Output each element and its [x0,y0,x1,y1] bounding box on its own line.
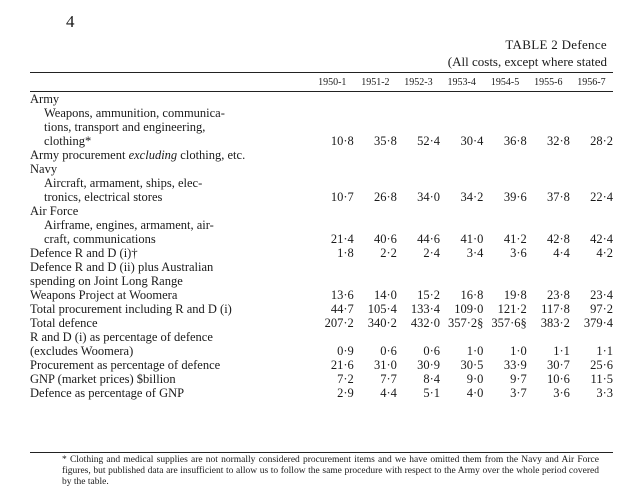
row-label [30,148,311,162]
column-header: 1953-4 [440,75,483,92]
table-cell: 357·6§ [491,316,527,330]
table-cell [483,204,526,218]
table-row [30,106,613,148]
table-cell: 44·6 [417,232,440,246]
table-cell: 1·1 [553,344,570,358]
table-cell: 37·8 [546,190,570,204]
table-cell [397,92,440,107]
row-label-line: tions, transport and engineering, [44,120,206,134]
table-cell [311,92,354,107]
table-row [30,176,613,204]
table-cell: 21·4 [330,232,354,246]
table-cell: 35·8 [373,134,397,148]
table-row [30,148,613,162]
table-cell: 26·8 [373,190,397,204]
table-cell: 1·8 [337,246,354,260]
table-cell [570,148,613,162]
row-label-line: Weapons, ammunition, communica- [44,106,225,120]
table-cell: 10·7 [330,190,354,204]
table-row [30,316,613,330]
table-cell: 3·6 [510,246,527,260]
row-label-line: Airframe, engines, armament, air- [44,218,214,232]
table-cell: 8·4 [423,372,440,386]
row-label [30,176,311,204]
table-cell: 23·4 [590,288,613,302]
row-label-part: clothing, etc. [177,148,246,162]
table-cell [440,204,483,218]
table-cell: 3·4 [466,246,484,260]
table-cell: 105·4 [367,302,397,316]
table-cell: 0·9 [337,344,354,358]
defence-table [30,75,613,400]
table-row [30,218,613,246]
row-label-line: Weapons Project at Woomera [30,288,178,302]
row-label-line: clothing* [44,134,92,148]
table-cell [570,204,613,218]
table-cell: 1·1 [596,344,613,358]
table-cell: 42·4 [590,232,613,246]
table-row [30,386,613,400]
row-label: Defence as percentage of GNP [30,386,185,400]
table-cell: 7·7 [380,372,397,386]
table-cell: 30·7 [546,358,570,372]
table-cell: 22·4 [590,190,613,204]
table-cell: 30·9 [417,358,440,372]
table-cell [311,148,354,162]
table-cell [527,162,570,176]
table-cell: 44·7 [330,302,354,316]
table-cell [397,162,440,176]
table-row [30,92,613,107]
table-cell: 11·5 [590,372,613,386]
table-cell: 117·8 [541,302,570,316]
table-cell [483,148,526,162]
column-header: 1954-5 [483,75,526,92]
row-label: Navy [30,162,58,176]
table-cell: 42·8 [546,232,570,246]
table-cell: 340·2 [367,316,397,330]
table-cell: 2·4 [423,246,440,260]
table-cell: 28·2 [590,134,613,148]
table-cell [354,92,397,107]
row-label [30,260,311,302]
row-label-line: spending on Joint Long Range [30,274,183,288]
table-cell: 4·0 [466,386,484,400]
label-column-header [30,75,311,92]
table-cell [311,162,354,176]
table-cell: 14·0 [373,288,397,302]
table-row [30,260,613,302]
table-row [30,204,613,218]
column-header: 1950-1 [311,75,354,92]
table-cell: 133·4 [410,302,440,316]
table-cell: 25·6 [590,358,613,372]
table-cell [570,92,613,107]
table-cell [527,204,570,218]
table-cell: 9·7 [510,372,527,386]
row-label-line: Aircraft, armament, ships, elec- [44,176,203,190]
table-cell [527,92,570,107]
table-cell: 7·2 [337,372,354,386]
table-subtitle: (All costs, except where stated [447,54,607,69]
table-cell: 31·0 [373,358,397,372]
table-cell: 36·8 [503,134,527,148]
table-cell [354,162,397,176]
table-cell: 30·5 [460,358,484,372]
table-cell: 0·6 [380,344,397,358]
table-row [30,330,613,358]
table-cell: 30·4 [460,134,484,148]
table-cell: 23·8 [546,288,570,302]
table-row [30,302,613,316]
table-cell [527,148,570,162]
row-label [30,218,311,246]
table-cell: 207·2 [324,316,354,330]
table-cell: 4·4 [380,386,397,400]
table-cell [354,148,397,162]
row-label [30,106,311,148]
table-cell [397,204,440,218]
table-cell: 19·8 [503,288,527,302]
table-cell: 16·8 [460,288,484,302]
table-cell: 2·2 [380,246,397,260]
table-cell: 40·6 [373,232,397,246]
table-cell: 1·0 [466,344,484,358]
table-cell: 5·1 [423,386,440,400]
table-cell: 34·2 [460,190,484,204]
table-cell [440,162,483,176]
row-label: Total procurement including R and D (i) [30,302,232,316]
table-cell: 34·0 [417,190,440,204]
footnote-rule [30,452,613,453]
row-label: GNP (market prices) $billion [30,372,176,386]
table-cell [440,148,483,162]
table-cell: 39·6 [503,190,527,204]
row-label: Total defence [30,316,98,330]
table-cell [570,162,613,176]
table-cell: 2·9 [337,386,354,400]
table-body [30,92,613,401]
table-cell: 357·2§ [447,316,484,330]
table-cell: 121·2 [497,302,527,316]
table-cell: 10·8 [330,134,354,148]
column-header: 1955-6 [527,75,570,92]
table-cell: 32·8 [546,134,570,148]
row-label-line: R and D (i) as percentage of defence [30,330,213,344]
table-cell: 3·7 [510,386,527,400]
table-cell: 3·6 [553,386,570,400]
table-cell: 3·3 [596,386,613,400]
top-rule [30,72,613,73]
row-label [30,330,311,358]
table-cell [311,204,354,218]
table-cell: 432·0 [410,316,440,330]
table-cell: 21·6 [330,358,354,372]
table-cell [440,92,483,107]
column-header: 1952-3 [397,75,440,92]
row-label-part: excluding [128,148,178,162]
column-header: 1951-2 [354,75,397,92]
table-cell [483,92,526,107]
table-cell: 97·2 [590,302,613,316]
table-cell: 383·2 [540,316,570,330]
row-label-line: craft, communications [44,232,156,246]
table-cell: 10·6 [546,372,570,386]
row-label-line: (excludes Woomera) [30,344,134,358]
table-cell: 41·2 [503,232,527,246]
table-cell: 4·2 [596,246,613,260]
table-cell: 1·0 [510,344,527,358]
table-row [30,246,613,260]
row-label: Procurement as percentage of defence [30,358,221,372]
table-cell: 13·6 [330,288,354,302]
table-cell: 9·0 [466,372,484,386]
column-header: 1956-7 [570,75,613,92]
row-label-part: Army procurement [30,148,129,162]
table-cell: 15·2 [417,288,440,302]
table-row [30,358,613,372]
row-label-line: Defence R and D (ii) plus Australian [30,260,214,274]
table-cell: 52·4 [417,134,440,148]
table-cell: 33·9 [503,358,527,372]
table-row [30,372,613,386]
table-cell: 109·0 [454,302,484,316]
table-cell: 0·6 [423,344,440,358]
row-label: Air Force [30,204,79,218]
table-cell [483,162,526,176]
row-label: Defence R and D (i)† [30,246,138,260]
table-cell [397,148,440,162]
header-row [30,75,613,92]
table-cell: 41·0 [460,232,484,246]
table-cell: 4·4 [553,246,570,260]
table-row [30,162,613,176]
table-cell: 379·4 [583,316,613,330]
table-cell [354,204,397,218]
footnote: * Clothing and medical supplies are not normally considered procurement items and we have omitted them from the Navy and Air Force figures, but published data are insufficient to allow us to follow the same procedure with respect to the Army over the whole period covered by the table. [62,455,599,487]
page-number: 4 [66,12,75,31]
row-label: Army [30,92,60,106]
table-title: TABLE 2 Defence [505,37,607,52]
row-label-line: tronics, electrical stores [44,190,163,204]
